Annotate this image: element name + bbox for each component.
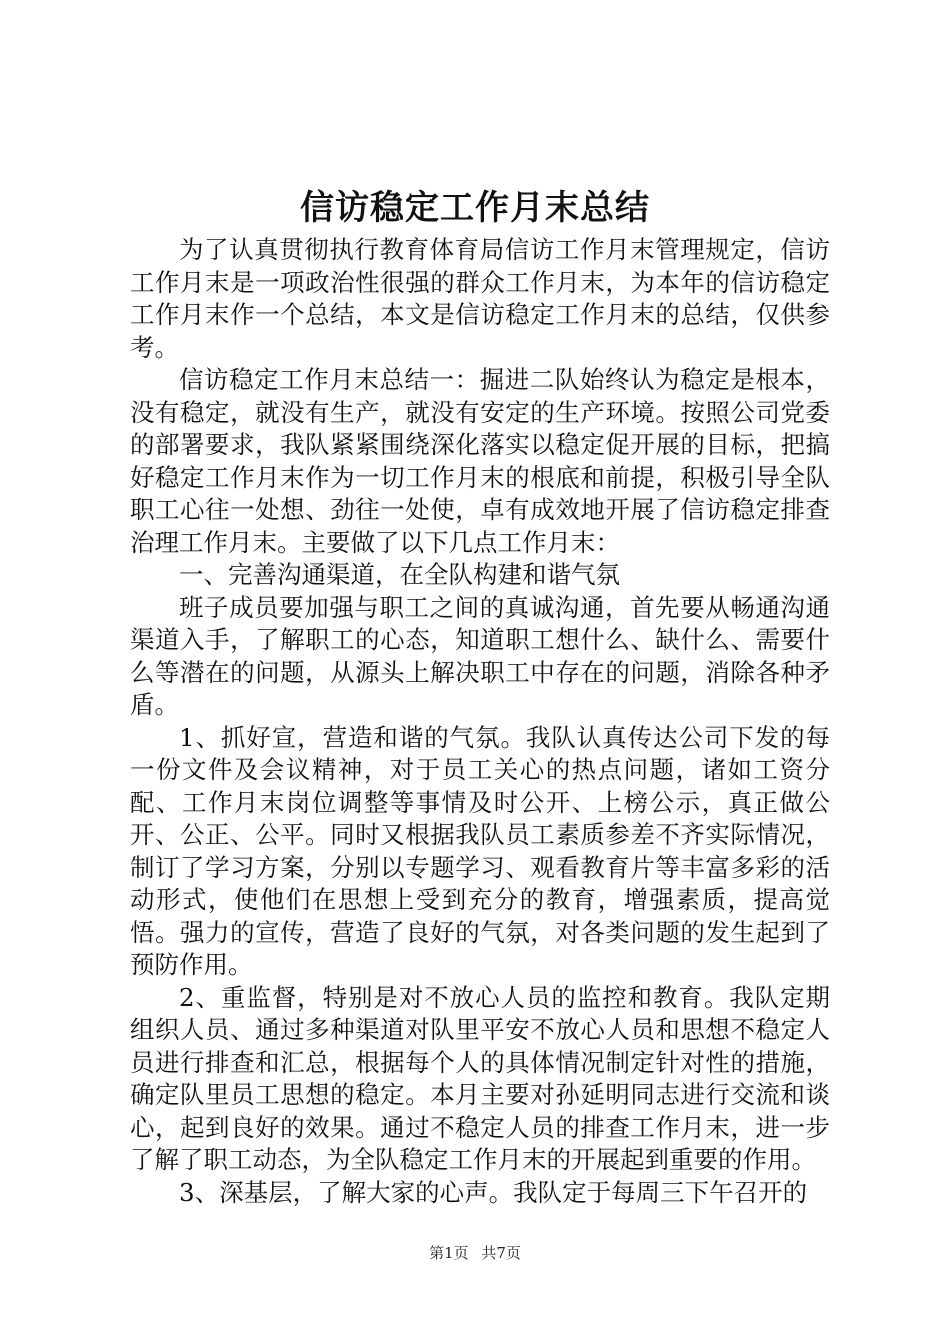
paragraph-point-3: 3、深基层，了解大家的心声。我队定于每周三下午召开的	[179, 1177, 808, 1207]
paragraph-point-1: 1、抓好宣，营造和谐的气氛。我队认真传达公司下发的每一份文件及会议精神，对于员工关心的热点问题，诸如工资分配、工作月末岗位调整等事情及时公开、上榜公示，真正做公开、公正、公平。同时又根据我队员工素质参差不齐实际情况，制订了学习方案，分别以专题学习、观看教育片等丰富多彩的活动形式，使他们在思想上受到充分的教育，增强素质，提高觉悟。强力的宣传，营造了良好的气氛，对各类问题的发生起到了预防作用。	[130, 722, 830, 979]
paragraph-communication: 班子成员要加强与职工之间的真诚沟通，首先要从畅通沟通渠道入手，了解职工的心态，知道职工想什么、缺什么、需要什么等潜在的问题，从源头上解决职工中存在的问题，消除各种矛盾。	[130, 592, 830, 719]
paragraph-point-2: 2、重监督，特别是对不放心人员的监控和教育。我队定期组织人员、通过多种渠道对队里平安不放心人员和思想不稳定人员进行排查和汇总，根据每个人的具体情况制定针对性的措施，确定队里员工思想的稳定。本月主要对孙延明同志进行交流和谈心，起到良好的效果。通过不稳定人员的排查工作月末，进一步了解了职工动态，为全队稳定工作月末的开展起到重要的作用。	[130, 982, 830, 1174]
document-title: 信访稳定工作月末总结	[300, 188, 650, 228]
paragraph-summary-one: 信访稳定工作月末总结一：掘进二队始终认为稳定是根本，没有稳定，就没有生产，就没有安定的生产环境。按照公司党委的部署要求，我队紧紧围绕深化落实以稳定促开展的目标，把搞好稳定工作月末作为一切工作月末的根底和前提，积极引导全队职工心往一处想、劲往一处使，卓有成效地开展了信访稳定排查治理工作月末。主要做了以下几点工作月末：	[130, 365, 830, 557]
page-footer	[0, 1241, 950, 1265]
page-number: 第1页	[429, 1244, 469, 1262]
paragraph-intro: 为了认真贯彻执行教育体育局信访工作月末管理规定，信访工作月末是一项政治性很强的群众工作月末，为本年的信访稳定工作月末作一个总结，本文是信访稳定工作月末的总结，仅供参考。	[130, 235, 830, 362]
total-pages: 共7页	[481, 1244, 521, 1262]
section-heading: 一、完善沟通渠道，在全队构建和谐气氛	[179, 560, 620, 589]
document-body	[130, 234, 830, 1209]
